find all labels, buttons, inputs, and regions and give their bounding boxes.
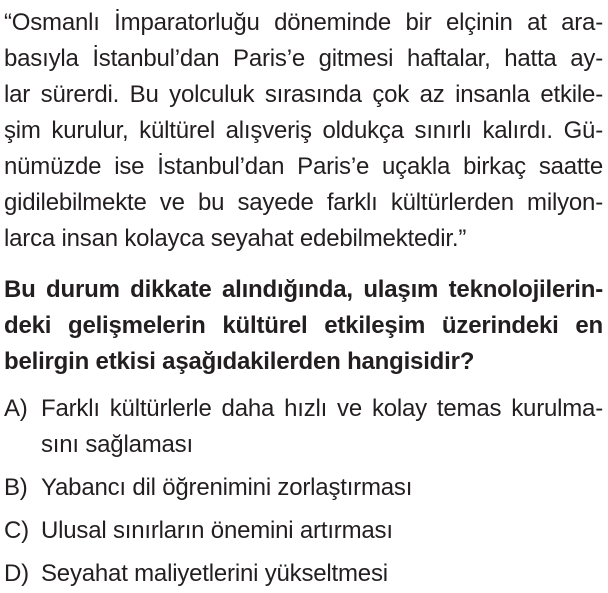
- passage-line: şim kurulur, kültürel alışveriş oldukça sınırlı kalırdı. Gü-: [4, 117, 603, 144]
- option-a-line: sını sağlaması: [41, 431, 193, 458]
- question-line: Bu durum dikkate alındığında, ulaşım teknolojilerin-: [4, 276, 603, 303]
- passage-line: nümüzde ise İstanbul’dan Paris’e uçakla birkaç saatte: [4, 153, 603, 180]
- option-b-line: Yabancı dil öğrenimini zorlaştırması: [41, 474, 413, 501]
- option-b-text: [41, 470, 603, 506]
- option-d-letter: D): [4, 560, 29, 587]
- option-a-text: [41, 391, 603, 463]
- option-c-line: Ulusal sınırların önemini artırması: [41, 517, 393, 544]
- passage-line: “Osmanlı İmparatorluğu döneminde bir elçinin at ara-: [4, 9, 603, 36]
- option-d[interactable]: [4, 556, 603, 592]
- answer-options: [4, 391, 603, 592]
- option-b-letter: B): [4, 474, 28, 501]
- option-a-letter: A): [4, 395, 28, 422]
- option-d-line: Seyahat maliyetlerini yükseltmesi: [41, 560, 388, 587]
- option-a-line: Farklı kültürlerle daha hızlı ve kolay temas kurulma-: [41, 395, 603, 422]
- passage-line: basıyla İstanbul’dan Paris’e gitmesi haftalar, hatta ay-: [4, 45, 603, 72]
- passage-line: larca insan kolayca seyahat edebilmektedir.”: [4, 225, 467, 252]
- option-b[interactable]: [4, 470, 603, 506]
- question-line: deki gelişmelerin kültürel etkileşim üzerindeki en: [4, 312, 603, 339]
- passage-line: gidilebilmekte ve bu sayede farklı kültürlerden milyon-: [4, 189, 603, 216]
- option-c-letter: C): [4, 517, 29, 544]
- option-c-text: [41, 513, 603, 549]
- option-a[interactable]: [4, 391, 603, 463]
- option-c[interactable]: [4, 513, 603, 549]
- passage-line: lar sürerdi. Bu yolculuk sırasında çok az insanla etkile-: [4, 81, 603, 108]
- question-line: belirgin etkisi aşağıdakilerden hangisidir?: [4, 348, 475, 375]
- option-d-text: [41, 556, 603, 592]
- question-stem: [4, 272, 603, 380]
- passage-paragraph: [4, 5, 603, 257]
